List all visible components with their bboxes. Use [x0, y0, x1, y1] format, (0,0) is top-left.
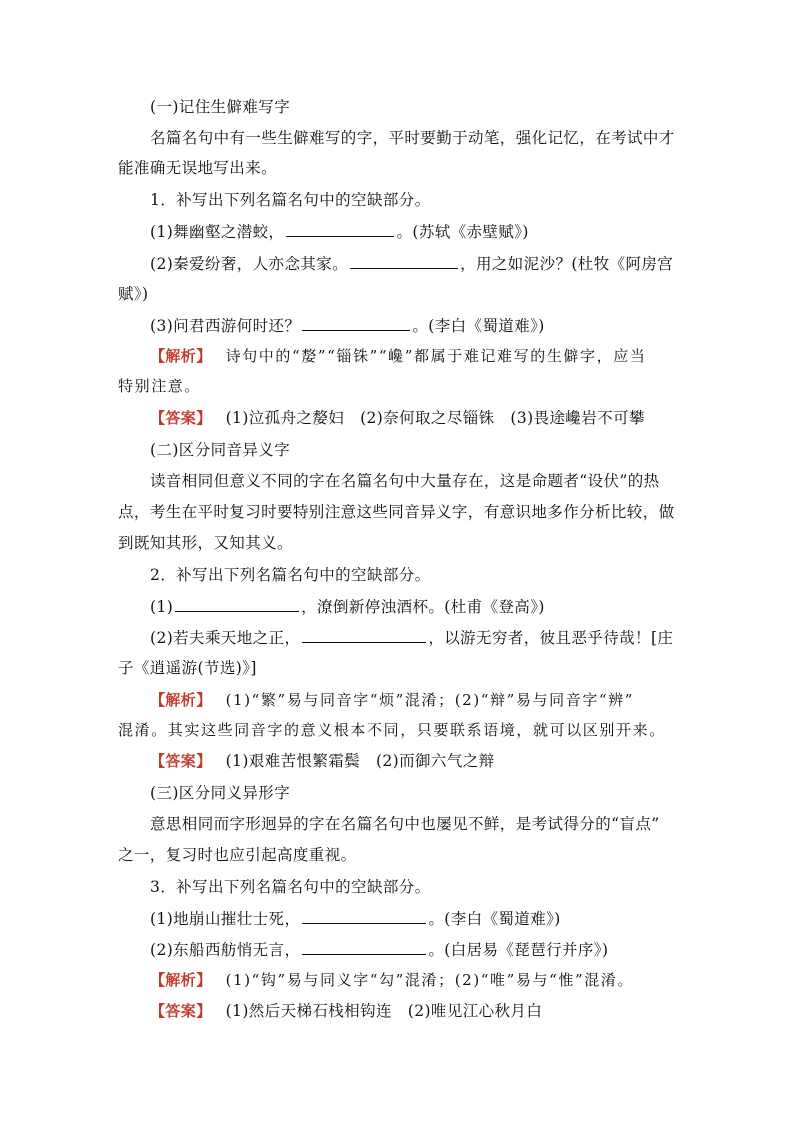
section-3-intro-line-2: 之一，复习时也应引起高度重视。: [118, 846, 357, 864]
section-2-intro-line-2: 点，考生在平时复习时要特别注意这些同音异义字，有意识地多作分析比较，做: [118, 503, 675, 521]
analysis-label: 【解析】: [150, 971, 212, 989]
answer-label: 【答案】: [150, 409, 212, 427]
analysis-2: 【解析】 (1)“繁”易与同音字“烦”混淆；(2)“辩”易与同音字“辨”: [150, 691, 635, 709]
answer-label: 【答案】: [150, 1002, 212, 1020]
question-2-item-2: (2)若夫乘天地之正， ，以游无穷者，彼且恶乎待哉！[庄: [150, 629, 674, 647]
answer-label: 【答案】: [150, 752, 212, 770]
analysis-1-cont: 特别注意。: [118, 377, 202, 395]
question-1-title: 1．补写出下列名篇名句中的空缺部分。: [150, 191, 431, 209]
section-1-intro-line-2: 能准确无误地写出来。: [118, 159, 278, 177]
analysis-2-cont: 混淆。其实这些同音字的意义根本不同，只要联系语境，就可以区别开来。: [118, 721, 666, 739]
question-2-item-1: (1) ，潦倒新停浊酒杯。(杜甫《登高》): [150, 598, 545, 616]
question-1-item-3: (3)问君西游何时还？ 。(李白《蜀道难》): [150, 317, 545, 335]
analysis-1: 【解析】 诗句中的“嫠”“锱铢”“巉”都属于难记难写的生僻字，应当: [150, 347, 647, 365]
section-3-heading: (三)区分同义异形字: [150, 784, 291, 802]
analysis-label: 【解析】: [150, 347, 212, 365]
answer-blank[interactable]: [286, 221, 394, 237]
section-2-intro-line-3: 到既知其形，又知其义。: [118, 534, 293, 552]
answer-blank[interactable]: [302, 908, 426, 924]
answer-1: 【答案】 (1)泣孤舟之嫠妇 (2)奈何取之尽锱铢 (3)畏途巉岩不可攀: [150, 409, 645, 427]
section-2-intro-line-1: 读音相同但意义不同的字在名篇名句中大量存在，这是命题者“设伏”的热: [150, 472, 660, 490]
answer-blank[interactable]: [302, 315, 410, 331]
section-1-intro-line-1: 名篇名句中有一些生僻难写的字，平时要勤于动笔，强化记忆，在考试中才: [150, 129, 675, 147]
answer-2: 【答案】 (1)艰难苦恨繁霜鬓 (2)而御六气之辩: [150, 752, 495, 770]
analysis-label: 【解析】: [150, 691, 212, 709]
answer-blank[interactable]: [302, 939, 426, 955]
question-3-title: 3．补写出下列名篇名句中的空缺部分。: [150, 878, 431, 896]
question-1-item-2-cont: 赋》): [118, 285, 149, 303]
answer-blank[interactable]: [302, 627, 426, 643]
answer-blank[interactable]: [350, 253, 458, 269]
question-2-item-2-cont: 子《逍遥游(节选)》]: [118, 659, 257, 677]
question-3-item-1: (1)地崩山摧壮士死， 。(李白《蜀道难》): [150, 910, 561, 928]
section-2-heading: (二)区分同音异义字: [150, 441, 291, 459]
section-3-intro-line-1: 意思相同而字形迥异的字在名篇名句中也屡见不鲜，是考试得分的“盲点”: [150, 815, 660, 833]
question-3-item-2: (2)东船西舫悄无言， 。(白居易《琵琶行并序》): [150, 941, 609, 959]
section-1-heading: (一)记住生僻难写字: [150, 98, 291, 116]
question-1-item-1: (1)舞幽壑之潜蛟， 。(苏轼《赤壁赋》): [150, 223, 529, 241]
analysis-3: 【解析】 (1)“钩”易与同义字“勾”混淆；(2)“唯”易与“惟”混淆。: [150, 971, 635, 989]
question-1-item-2: (2)秦爱纷奢，人亦念其家。 ，用之如泥沙？(杜牧《阿房宫: [150, 255, 674, 273]
question-2-title: 2．补写出下列名篇名句中的空缺部分。: [150, 566, 431, 584]
answer-blank[interactable]: [175, 596, 299, 612]
answer-3: 【答案】 (1)然后天梯石栈相钩连 (2)唯见江心秋月白: [150, 1002, 543, 1020]
